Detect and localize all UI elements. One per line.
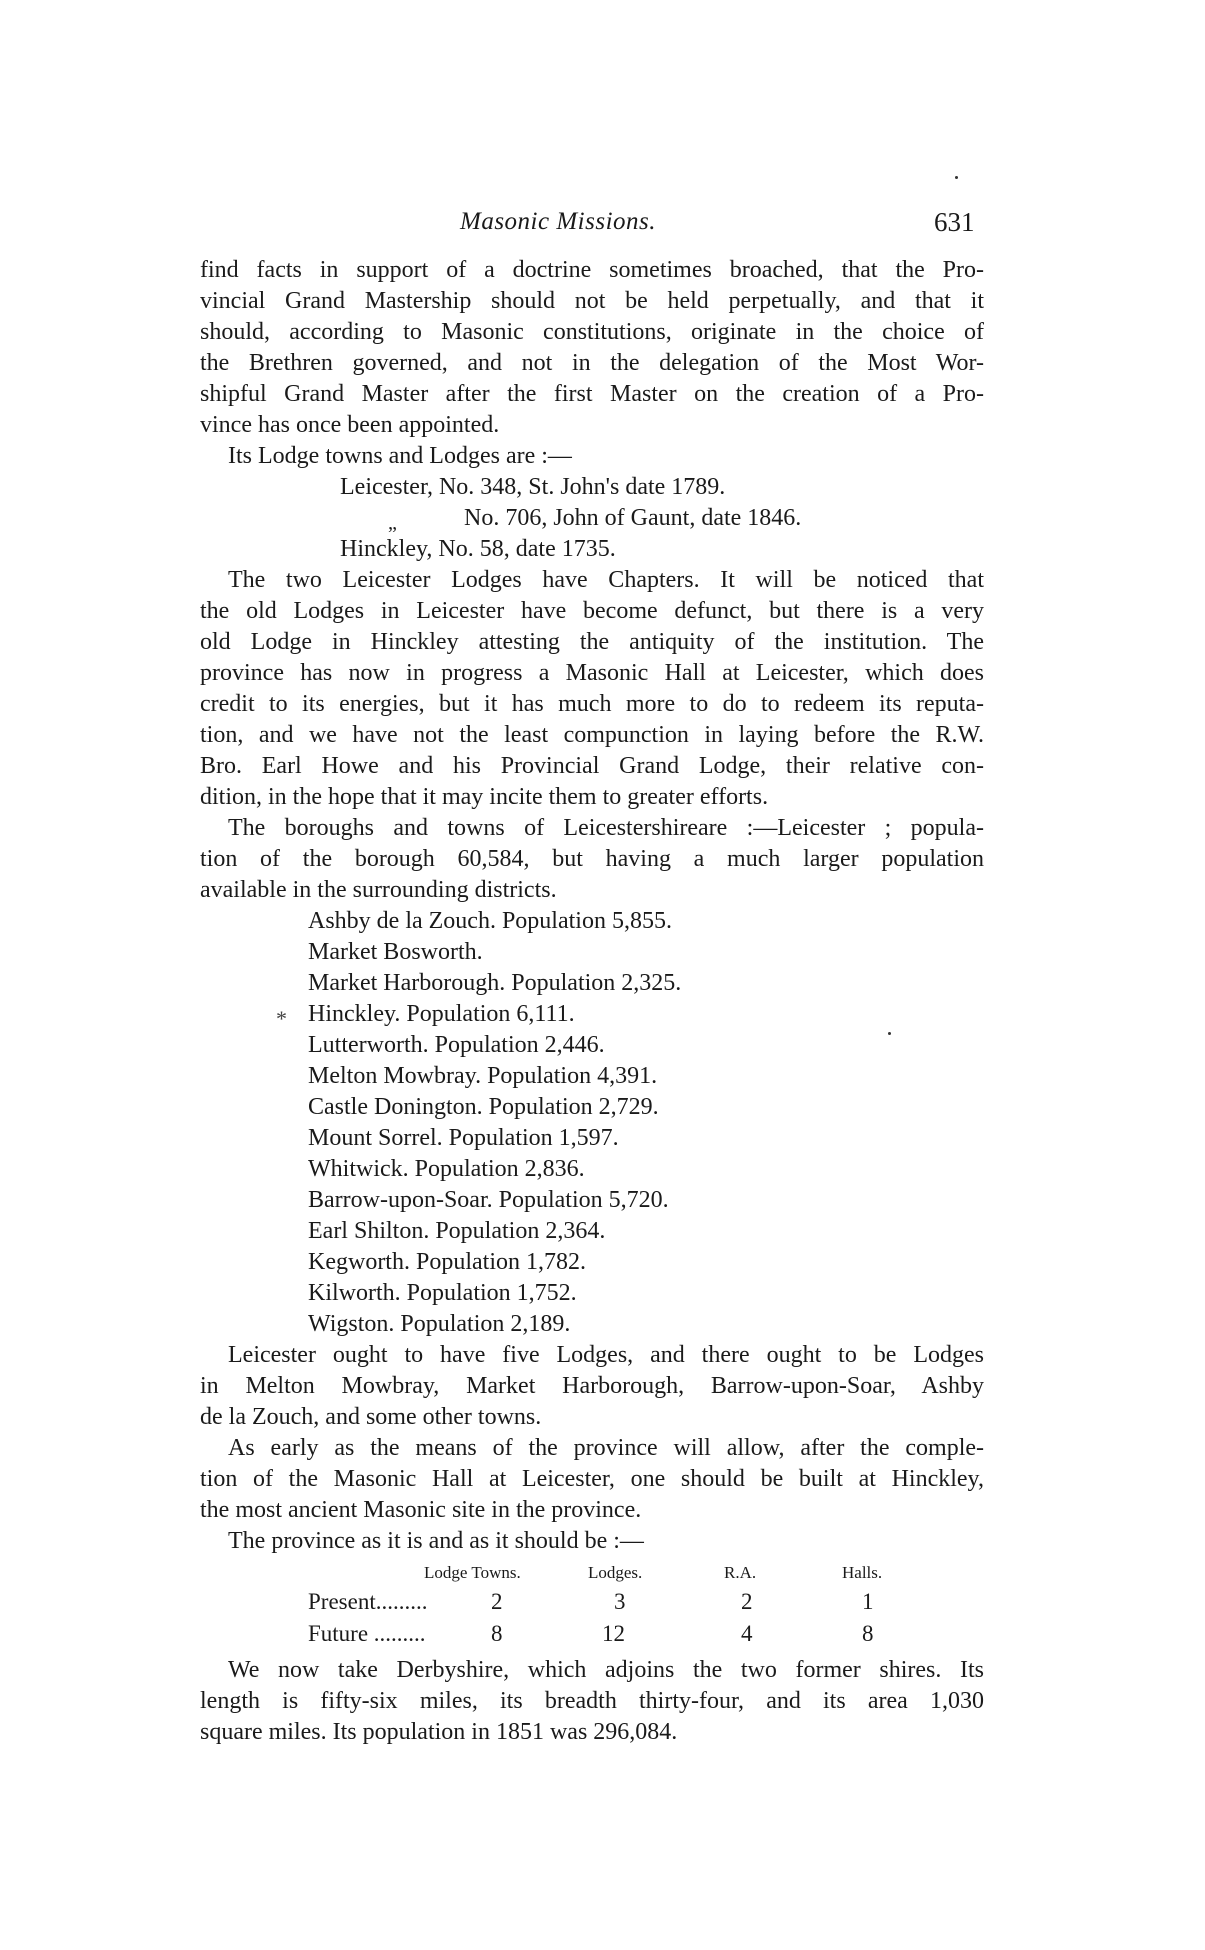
text-line: vince has once been appointed. (200, 412, 500, 438)
table-header: Halls. (842, 1563, 883, 1582)
text-line: The two Leicester Lodges have Chapters. It will be noticed that (228, 567, 984, 593)
margin-speck (888, 1032, 891, 1035)
town-entry: Castle Donington. Population 2,729. (308, 1094, 659, 1120)
ditto-mark: „ (388, 512, 397, 534)
text-line: tion of the borough 60,584, but having a much larger population (200, 846, 984, 872)
table-cell: 2 (741, 1589, 753, 1614)
running-header-title: Masonic Missions. (460, 208, 656, 235)
table-header: Lodges. (588, 1563, 643, 1582)
text-line: the Brethren governed, and not in the delegation of the Most Wor- (200, 350, 984, 376)
text-line: in Melton Mowbray, Market Harborough, Barrow-upon-Soar, Ashby (200, 1373, 984, 1399)
town-entry: Ashby de la Zouch. Population 5,855. (308, 908, 672, 934)
table-cell: 2 (491, 1589, 503, 1614)
town-entry: Earl Shilton. Population 2,364. (308, 1218, 606, 1244)
text-line: tion, and we have not the least compunction in laying before the R.W. (200, 722, 984, 748)
text-line: shipful Grand Master after the first Master on the creation of a Pro- (200, 381, 984, 407)
text-line: length is fifty-six miles, its breadth thirty-four, and its area 1,030 (200, 1688, 984, 1714)
text-line: tion of the Masonic Hall at Leicester, one should be built at Hinckley, (200, 1466, 984, 1492)
margin-speck (955, 176, 958, 179)
text-line: the most ancient Masonic site in the province. (200, 1497, 642, 1523)
lodge-entry: Hinckley, No. 58, date 1735. (340, 536, 616, 562)
town-entry: Market Harborough. Population 2,325. (308, 970, 682, 996)
table-cell: 3 (614, 1589, 626, 1614)
town-entry: Kegworth. Population 1,782. (308, 1249, 586, 1275)
town-entry: Lutterworth. Population 2,446. (308, 1032, 605, 1058)
text-line: As early as the means of the province will allow, after the comple- (228, 1435, 984, 1461)
text-line: old Lodge in Hinckley attesting the antiquity of the institution. The (200, 629, 984, 655)
town-entry: Market Bosworth. (308, 939, 483, 965)
page-number: 631 (934, 207, 975, 237)
text-line: We now take Derbyshire, which adjoins the two former shires. Its (228, 1657, 984, 1683)
lodge-entry: No. 706, John of Gaunt, date 1846. (464, 505, 802, 531)
text-line: The boroughs and towns of Leicestershireare :—Leicester ; popula- (228, 815, 984, 841)
text-line: should, according to Masonic constitutions, originate in the choice of (200, 319, 984, 345)
text-line: dition, in the hope that it may incite them to greater efforts. (200, 784, 769, 810)
text-line: vincial Grand Mastership should not be held perpetually, and that it (200, 288, 984, 314)
text-line: the old Lodges in Leicester have become defunct, but there is a very (200, 598, 984, 624)
town-entry: Melton Mowbray. Population 4,391. (308, 1063, 658, 1089)
table-cell: 4 (741, 1621, 753, 1646)
lodges-intro: Its Lodge towns and Lodges are :— (228, 443, 572, 469)
table-cell: 8 (491, 1621, 503, 1646)
town-entry: Kilworth. Population 1,752. (308, 1280, 577, 1306)
table-header: R.A. (724, 1563, 757, 1582)
town-entry: Barrow-upon-Soar. Population 5,720. (308, 1187, 669, 1213)
text-line: available in the surrounding districts. (200, 877, 557, 903)
text-line: province has now in progress a Masonic Hall at Leicester, which does (200, 660, 984, 686)
town-entry: Whitwick. Population 2,836. (308, 1156, 585, 1182)
text-line: de la Zouch, and some other towns. (200, 1404, 542, 1430)
table-cell: 8 (862, 1621, 874, 1646)
text-line: Leicester ought to have five Lodges, and there ought to be Lodges (228, 1342, 984, 1368)
table-cell: 12 (602, 1621, 625, 1646)
town-entry: Mount Sorrel. Population 1,597. (308, 1125, 619, 1151)
text-line: find facts in support of a doctrine sometimes broached, that the Pro- (200, 257, 984, 283)
text-line: square miles. Its population in 1851 was 296,084. (200, 1719, 678, 1745)
table-header: Lodge Towns. (424, 1563, 521, 1582)
row-label: Present......... (308, 1589, 428, 1614)
lodge-entry: Leicester, No. 348, St. John's date 1789. (340, 474, 726, 500)
town-entry: Hinckley. Population 6,111. (308, 1001, 575, 1027)
town-entry: Wigston. Population 2,189. (308, 1311, 571, 1337)
text-line: Bro. Earl Howe and his Provincial Grand Lodge, their relative con- (200, 753, 984, 779)
table-cell: 1 (862, 1589, 874, 1614)
table-intro: The province as it is and as it should be :— (228, 1528, 644, 1554)
text-line: credit to its energies, but it has much more to do to redeem its reputa- (200, 691, 984, 717)
row-label: Future ......... (308, 1621, 426, 1646)
asterisk-marker: * (276, 1006, 287, 1031)
